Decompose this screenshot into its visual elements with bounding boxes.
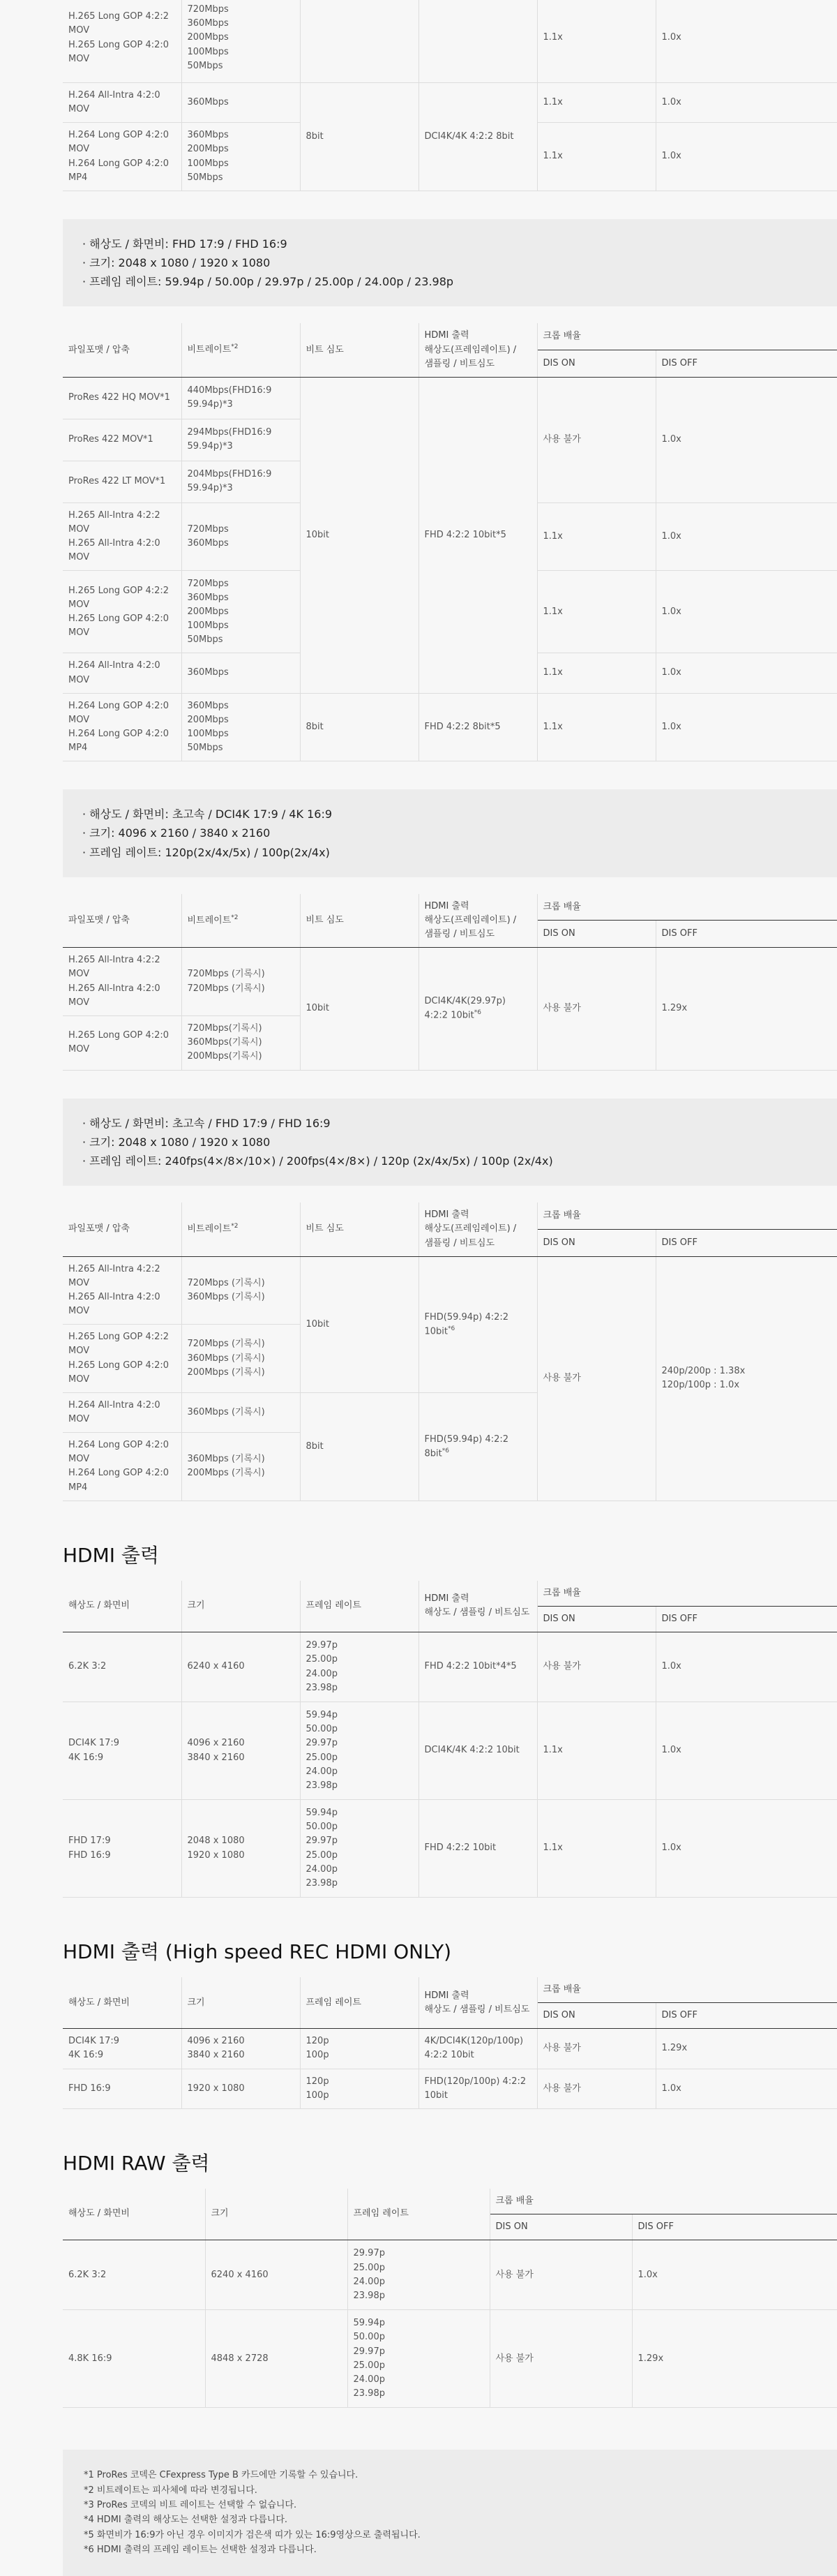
bitrate-cell: 440Mbps(FHD16:9 59.94p)*3 xyxy=(181,377,300,419)
bitrate-cell: 294Mbps(FHD16:9 59.94p)*3 xyxy=(181,419,300,461)
bit-depth-cell: 8bit xyxy=(300,1392,418,1501)
spec-page xyxy=(63,0,837,2576)
hdmi-raw-table xyxy=(63,2189,837,2408)
format-cell: H.264 Long GOP 4:2:0 MOV H.264 Long GOP 4:2:0 MP4 xyxy=(63,1433,181,1501)
table-row xyxy=(63,2069,837,2108)
col-hdmi: HDMI 출력 해상도(프레임레이트) / 샘플링 / 비트심도 xyxy=(418,1203,537,1256)
format-cell: H.265 Long GOP 4:2:2 MOV H.265 Long GOP 4:2:0 MOV xyxy=(63,0,181,83)
spec-line: · 해상도 / 화면비: 초고속 / DCI4K 17:9 / 4K 16:9 xyxy=(82,805,817,824)
bit-depth-cell: 8bit xyxy=(300,83,418,191)
dis-on-cell: 사용 불가 xyxy=(537,1632,656,1702)
format-cell: H.265 Long GOP 4:2:2 MOV H.265 Long GOP 4:2:0 MOV xyxy=(63,1325,181,1393)
bit-depth-cell: 8bit xyxy=(300,693,418,761)
size-cell: 6240 x 4160 xyxy=(181,1632,300,1702)
hdmi-hs-table xyxy=(63,1977,837,2109)
dis-on-cell: 1.1x xyxy=(537,653,656,693)
col-res: 해상도 / 화면비 xyxy=(63,1977,181,2029)
dis-on-cell: 1.1x xyxy=(537,502,656,571)
spec-box-hsfhd xyxy=(63,1099,837,1186)
col-hdmi: HDMI 출력 해상도(프레임레이트) / 샘플링 / 비트심도 xyxy=(418,323,537,377)
size-cell: 1920 x 1080 xyxy=(181,2069,300,2108)
footnote: *4 HDMI 출력의 해상도는 선택한 설정과 다릅니다. xyxy=(84,2515,288,2526)
col-dis-on: DIS ON xyxy=(537,921,656,948)
col-crop: 크롭 배율 xyxy=(537,1203,837,1229)
dis-off-cell: 1.0x xyxy=(656,123,837,191)
hdmi-cell: 4K/DCI4K(120p/100p) 4:2:2 10bit xyxy=(418,2029,537,2069)
footnote: *1 ProRes 코덱은 CFexpress Type B 카드에만 기록할 수 있습니다. xyxy=(84,2470,359,2481)
table-row xyxy=(63,2240,837,2310)
dis-off-cell: 1.0x xyxy=(632,2240,837,2310)
spec-line: · 해상도 / 화면비: 초고속 / FHD 17:9 / FHD 16:9 xyxy=(82,1114,817,1133)
dis-on-cell: 1.1x xyxy=(537,123,656,191)
col-dis-off: DIS OFF xyxy=(632,2214,837,2240)
footnote: *2 비트레이트는 피사체에 따라 변경됩니다. xyxy=(84,2485,257,2496)
res-cell: 4.8K 16:9 xyxy=(63,2310,205,2408)
bitrate-cell: 720Mbps 360Mbps 200Mbps 100Mbps 50Mbps xyxy=(181,571,300,653)
table-row xyxy=(63,693,837,761)
bitrate-cell: 720Mbps (기록시) 720Mbps (기록시) xyxy=(181,948,300,1016)
dis-on-cell: 사용 불가 xyxy=(490,2310,632,2408)
format-cell: H.264 All-Intra 4:2:0 MOV xyxy=(63,1392,181,1432)
bitrate-cell: 720Mbps (기록시) 360Mbps (기록시) xyxy=(181,1256,300,1325)
table-row xyxy=(63,1702,837,1800)
bitrate-cell: 204Mbps(FHD16:9 59.94p)*3 xyxy=(181,461,300,502)
hdmi-cell: FHD(120p/100p) 4:2:2 10bit xyxy=(418,2069,537,2108)
col-bit-depth: 비트 심도 xyxy=(300,1203,418,1256)
spec-box-hs4k xyxy=(63,789,837,877)
dis-off-cell: 1.0x xyxy=(656,377,837,502)
fps-cell: 59.94p 50.00p 29.97p 25.00p 24.00p 23.98p xyxy=(300,1702,418,1800)
bitrate-cell: 360Mbps (기록시) 200Mbps (기록시) xyxy=(181,1433,300,1501)
header-row xyxy=(63,894,837,921)
section-title-hdmi-hs: HDMI 출력 (High speed REC HDMI ONLY) xyxy=(63,1940,452,1964)
hdmi-cell: DCI4K/4K 4:2:2 10bit xyxy=(418,1702,537,1800)
dis-off-cell: 1.0x xyxy=(656,83,837,123)
spec-line: · 크기: 4096 x 2160 / 3840 x 2160 xyxy=(82,824,817,842)
col-bitrate: 비트레이트$^{*2}$ xyxy=(181,323,300,377)
fps-cell: 120p 100p xyxy=(300,2069,418,2108)
format-cell: H.264 Long GOP 4:2:0 MOV H.264 Long GOP 4:2:0 MP4 xyxy=(63,693,181,761)
col-fps: 프레임 레이트 xyxy=(347,2189,490,2240)
col-res: 해상도 / 화면비 xyxy=(63,2189,205,2240)
spec-line: · 크기: 2048 x 1080 / 1920 x 1080 xyxy=(82,253,817,272)
col-hdmi: HDMI 출력 해상도(프레임레이트) / 샘플링 / 비트심도 xyxy=(418,894,537,948)
format-cell: H.265 Long GOP 4:2:2 MOV H.265 Long GOP 4:2:0 MOV xyxy=(63,571,181,653)
bitrate-cell: 720Mbps(기록시) 360Mbps(기록시) 200Mbps(기록시) xyxy=(181,1015,300,1070)
fps-cell: 59.94p 50.00p 29.97p 25.00p 24.00p 23.98p xyxy=(347,2310,490,2408)
col-dis-on: DIS ON xyxy=(537,1606,656,1632)
bitrate-cell: 360Mbps (기록시) xyxy=(181,1392,300,1432)
dis-off-cell: 1.0x xyxy=(656,571,837,653)
col-fps: 프레임 레이트 xyxy=(300,1581,418,1632)
dis-on-cell: 1.1x xyxy=(537,0,656,83)
format-cell: ProRes 422 HQ MOV*1 xyxy=(63,377,181,419)
dis-on-cell: 1.1x xyxy=(537,693,656,761)
col-size: 크기 xyxy=(181,1581,300,1632)
table-row xyxy=(63,948,837,1016)
format-cell: H.264 Long GOP 4:2:0 MOV H.264 Long GOP 4:2:0 MP4 xyxy=(63,123,181,191)
bitrate-cell: 360Mbps 200Mbps 100Mbps 50Mbps xyxy=(181,693,300,761)
dis-on-cell: 1.1x xyxy=(537,571,656,653)
spec-line: · 크기: 2048 x 1080 / 1920 x 1080 xyxy=(82,1133,817,1152)
hdmi-table xyxy=(63,1581,837,1898)
hs4k-table xyxy=(63,894,837,1071)
footnote: *5 화면비가 16:9가 아닌 경우 이미지가 검은색 띠가 있는 16:9영상으로 출력됩니다. xyxy=(84,2529,421,2540)
res-cell: FHD 17:9 FHD 16:9 xyxy=(63,1800,181,1898)
dis-off-cell: 240p/200p : 1.38x 120p/100p : 1.0x xyxy=(656,1256,837,1501)
bit-depth-cell: 10bit xyxy=(300,948,418,1071)
col-format: 파일포맷 / 압축 xyxy=(63,323,181,377)
col-dis-off: DIS OFF xyxy=(656,1230,837,1257)
hdmi-cell: FHD 4:2:2 10bit xyxy=(418,1800,537,1898)
format-cell: H.264 All-Intra 4:2:0 MOV xyxy=(63,83,181,123)
dis-on-cell: 사용 불가 xyxy=(537,377,656,502)
section-title-hdmi: HDMI 출력 xyxy=(63,1543,160,1567)
dis-on-cell: 1.1x xyxy=(537,83,656,123)
dis-on-cell: 사용 불가 xyxy=(537,2029,656,2069)
header-row xyxy=(63,1581,837,1607)
bitrate-cell: 360Mbps xyxy=(181,83,300,123)
dis-off-cell: 1.0x xyxy=(656,502,837,571)
dis-off-cell: 1.0x xyxy=(656,693,837,761)
col-crop: 크롭 배율 xyxy=(537,1581,837,1607)
size-cell: 4096 x 2160 3840 x 2160 xyxy=(181,1702,300,1800)
format-cell: H.265 Long GOP 4:2:0 MOV xyxy=(63,1015,181,1070)
dis-on-cell: 사용 불가 xyxy=(537,1256,656,1501)
dis-on-cell: 사용 불가 xyxy=(490,2240,632,2310)
spec-line: · 프레임 레이트: 120p(2x/4x/5x) / 100p(2x/4x) xyxy=(82,843,817,862)
col-hdmi: HDMI 출력 해상도 / 샘플링 / 비트심도 xyxy=(418,1581,537,1632)
bitrate-cell: 720Mbps (기록시) 360Mbps (기록시) 200Mbps (기록시) xyxy=(181,1325,300,1393)
table-row xyxy=(63,1632,837,1702)
res-cell: FHD 16:9 xyxy=(63,2069,181,2108)
section-title-hdmi-raw: HDMI RAW 출력 xyxy=(63,2151,210,2175)
col-crop: 크롭 배율 xyxy=(490,2189,837,2214)
col-size: 크기 xyxy=(205,2189,347,2240)
hdmi-cell: FHD 4:2:2 8bit*5 xyxy=(418,693,537,761)
bitrate-cell: 360Mbps 200Mbps 100Mbps 50Mbps xyxy=(181,123,300,191)
footnotes xyxy=(63,2450,837,2576)
hdmi-cell: FHD 4:2:2 10bit*5 xyxy=(418,377,537,693)
header-row xyxy=(63,2189,837,2214)
format-cell: H.265 All-Intra 4:2:2 MOV H.265 All-Intra 4:2:0 MOV xyxy=(63,948,181,1016)
res-cell: 6.2K 3:2 xyxy=(63,1632,181,1702)
spec-line: · 해상도 / 화면비: FHD 17:9 / FHD 16:9 xyxy=(82,234,817,253)
hdmi-cell: FHD(59.94p) 4:2:2 8bit$^{*6}$ xyxy=(418,1392,537,1501)
col-dis-on: DIS ON xyxy=(537,350,656,378)
dis-off-cell: 1.0x xyxy=(656,653,837,693)
footnote: *3 ProRes 코덱의 비트 레이트는 선택할 수 없습니다. xyxy=(84,2500,297,2511)
table-row xyxy=(63,1256,837,1325)
col-dis-off: DIS OFF xyxy=(656,2003,837,2029)
fps-cell: 29.97p 25.00p 24.00p 23.98p xyxy=(300,1632,418,1702)
dis-off-cell: 1.29x xyxy=(632,2310,837,2408)
size-cell: 4096 x 2160 3840 x 2160 xyxy=(181,2029,300,2069)
table-row xyxy=(63,0,837,83)
col-format: 파일포맷 / 압축 xyxy=(63,894,181,948)
bitrate-cell: 720Mbps 360Mbps 200Mbps 100Mbps 50Mbps xyxy=(181,0,300,83)
dis-on-cell: 1.1x xyxy=(537,1800,656,1898)
hdmi-cell xyxy=(418,0,537,83)
format-cell: H.265 All-Intra 4:2:2 MOV H.265 All-Intra 4:2:0 MOV xyxy=(63,1256,181,1325)
col-format: 파일포맷 / 압축 xyxy=(63,1203,181,1256)
col-fps: 프레임 레이트 xyxy=(300,1977,418,2029)
fhd-table xyxy=(63,323,837,761)
size-cell: 4848 x 2728 xyxy=(205,2310,347,2408)
format-cell: ProRes 422 LT MOV*1 xyxy=(63,461,181,502)
hdmi-cell: DCI4K/4K(29.97p) 4:2:2 10bit$^{*6}$ xyxy=(418,948,537,1071)
header-row xyxy=(63,1203,837,1229)
col-dis-off: DIS OFF xyxy=(656,921,837,948)
table-row xyxy=(63,377,837,419)
dis-off-cell: 1.29x xyxy=(656,948,837,1071)
dis-off-cell: 1.0x xyxy=(656,2069,837,2108)
bit-depth-cell: 10bit xyxy=(300,1256,418,1392)
col-bit-depth: 비트 심도 xyxy=(300,323,418,377)
col-res: 해상도 / 화면비 xyxy=(63,1581,181,1632)
spec-box-fhd xyxy=(63,219,837,307)
format-cell: ProRes 422 MOV*1 xyxy=(63,419,181,461)
bit-depth-cell xyxy=(300,0,418,83)
hdmi-cell: FHD 4:2:2 10bit*4*5 xyxy=(418,1632,537,1702)
header-row xyxy=(63,1977,837,2003)
bitrate-cell: 360Mbps xyxy=(181,653,300,693)
col-bit-depth: 비트 심도 xyxy=(300,894,418,948)
hdmi-cell: DCI4K/4K 4:2:2 8bit xyxy=(418,83,537,191)
res-cell: DCI4K 17:9 4K 16:9 xyxy=(63,2029,181,2069)
col-crop: 크롭 배율 xyxy=(537,323,837,350)
col-dis-on: DIS ON xyxy=(537,1230,656,1257)
table-row xyxy=(63,83,837,123)
col-bitrate: 비트레이트$^{*2}$ xyxy=(181,894,300,948)
format-cell: H.265 All-Intra 4:2:2 MOV H.265 All-Intra 4:2:0 MOV xyxy=(63,502,181,571)
footnote: *6 HDMI 출력의 프레임 레이트는 선택한 설정과 다릅니다. xyxy=(84,2545,317,2556)
spec-line: · 프레임 레이트: 240fps(4×/8×/10×) / 200fps(4×/8×) / 120p (2x/4x/5x) / 100p (2x/4x) xyxy=(82,1152,817,1170)
dis-off-cell: 1.29x xyxy=(656,2029,837,2069)
col-dis-off: DIS OFF xyxy=(656,350,837,378)
table-row xyxy=(63,1800,837,1898)
res-cell: 6.2K 3:2 xyxy=(63,2240,205,2310)
spec-line: · 프레임 레이트: 59.94p / 50.00p / 29.97p / 25.00p / 24.00p / 23.98p xyxy=(82,272,817,291)
col-size: 크기 xyxy=(181,1977,300,2029)
table-row xyxy=(63,2029,837,2069)
col-hdmi: HDMI 출력 해상도 / 샘플링 / 비트심도 xyxy=(418,1977,537,2029)
size-cell: 6240 x 4160 xyxy=(205,2240,347,2310)
top-table xyxy=(63,0,837,191)
hdmi-cell: FHD(59.94p) 4:2:2 10bit$^{*6}$ xyxy=(418,1256,537,1392)
res-cell: DCI4K 17:9 4K 16:9 xyxy=(63,1702,181,1800)
dis-off-cell: 1.0x xyxy=(656,1800,837,1898)
col-dis-on: DIS ON xyxy=(490,2214,632,2240)
header-row xyxy=(63,323,837,350)
fps-cell: 59.94p 50.00p 29.97p 25.00p 24.00p 23.98p xyxy=(300,1800,418,1898)
hsfhd-table xyxy=(63,1203,837,1501)
dis-off-cell: 1.0x xyxy=(656,0,837,83)
col-crop: 크롭 배율 xyxy=(537,1977,837,2003)
fps-cell: 29.97p 25.00p 24.00p 23.98p xyxy=(347,2240,490,2310)
dis-on-cell: 사용 불가 xyxy=(537,948,656,1071)
format-cell: H.264 All-Intra 4:2:0 MOV xyxy=(63,653,181,693)
dis-on-cell: 1.1x xyxy=(537,1702,656,1800)
col-dis-off: DIS OFF xyxy=(656,1606,837,1632)
dis-off-cell: 1.0x xyxy=(656,1632,837,1702)
col-crop: 크롭 배율 xyxy=(537,894,837,921)
dis-off-cell: 1.0x xyxy=(656,1702,837,1800)
size-cell: 2048 x 1080 1920 x 1080 xyxy=(181,1800,300,1898)
col-bitrate: 비트레이트$^{*2}$ xyxy=(181,1203,300,1256)
col-dis-on: DIS ON xyxy=(537,2003,656,2029)
fps-cell: 120p 100p xyxy=(300,2029,418,2069)
bitrate-cell: 720Mbps 360Mbps xyxy=(181,502,300,571)
bit-depth-cell: 10bit xyxy=(300,377,418,693)
dis-on-cell: 사용 불가 xyxy=(537,2069,656,2108)
table-row xyxy=(63,2310,837,2408)
